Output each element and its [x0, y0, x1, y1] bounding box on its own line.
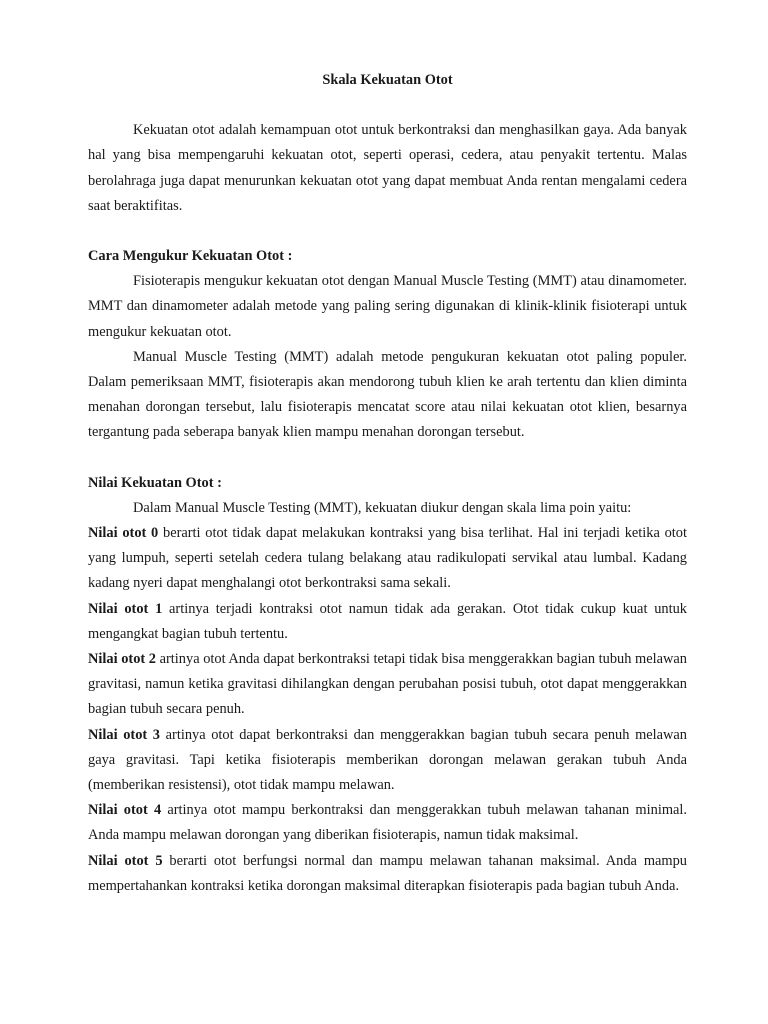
- nilai-item-2: [88, 647, 687, 723]
- nilai-item-5: [88, 849, 687, 899]
- nilai-label: Nilai otot 4: [88, 802, 162, 819]
- nilai-item-0: [88, 521, 687, 597]
- document-page: [88, 68, 687, 899]
- nilai-label: Nilai otot 0: [88, 525, 159, 542]
- nilai-text: berarti otot tidak dapat melakukan kontraksi yang bisa terlihat. Hal ini terjadi ketika otot yang lumpuh, seperti setelah cedera tulang belakang atau radikulopati servikal atau lumbal. Kadang kadang nyeri dapat menghalangi otot berkontraksi sama sekali.: [88, 525, 688, 592]
- section-heading-cara-mengukur: Cara Mengukur Kekuatan Otot :: [88, 248, 293, 265]
- nilai-item-4: [88, 798, 687, 848]
- nilai-text: artinya terjadi kontraksi otot namun tidak ada gerakan. Otot tidak cukup kuat untuk mengangkat bagian tubuh tertentu.: [88, 600, 687, 642]
- paragraph-fisioterapis: Fisioterapis mengukur kekuatan otot dengan Manual Muscle Testing (MMT) atau dinamometer. MMT dan dinamometer adalah metode yang paling sering digunakan di klinik-klinik fisioterapi untuk mengukur kekuatan otot.: [88, 273, 687, 340]
- section-heading-nilai-kekuatan: Nilai Kekuatan Otot :: [88, 474, 222, 491]
- nilai-label: Nilai otot 2: [88, 651, 156, 668]
- page-title: Skala Kekuatan Otot: [322, 72, 453, 88]
- nilai-text: berarti otot berfungsi normal dan mampu melawan tahanan maksimal. Anda mampu mempertahankan kontraksi ketika dorongan maksimal diterapkan fisioterapis pada bagian tubuh Anda.: [88, 852, 687, 894]
- paragraph-nilai-intro: Dalam Manual Muscle Testing (MMT), kekuatan diukur dengan skala lima poin yaitu:: [133, 499, 632, 516]
- intro-paragraph: Kekuatan otot adalah kemampuan otot untuk berkontraksi dan menghasilkan gaya. Ada banyak hal yang bisa mempengaruhi kekuatan otot, seperti operasi, cedera, atau penyakit tertentu. Malas berolahraga juga dapat menurunkan kekuatan otot yang dapat membuat Anda rentan mengalami cedera saat beraktifitas.: [88, 122, 687, 214]
- nilai-item-1: [88, 597, 687, 647]
- nilai-label: Nilai otot 3: [88, 726, 161, 743]
- paragraph-mmt: Manual Muscle Testing (MMT) adalah metode pengukuran kekuatan otot paling populer. Dalam pemeriksaan MMT, fisioterapis akan mendorong tubuh klien ke arah tertentu dan klien diminta menahan dorongan tersebut, lalu fisioterapis mencatat score atau nilai kekuatan otot klien, besarnya tergantung pada seberapa banyak klien mampu menahan dorongan tersebut.: [88, 348, 687, 441]
- nilai-text: artinya otot mampu berkontraksi dan menggerakkan tubuh melawan tahanan minimal. Anda mampu melawan dorongan yang diberikan fisioterapis, namun tidak maksimal.: [88, 802, 687, 844]
- nilai-text: artinya otot Anda dapat berkontraksi tetapi tidak bisa menggerakkan bagian tubuh melawan gravitasi, namun ketika gravitasi dihilangkan dengan perubahan posisi tubuh, otot dapat menggerakkan bagian tubuh secara penuh.: [88, 651, 687, 718]
- nilai-item-3: [88, 723, 687, 799]
- nilai-label: Nilai otot 5: [88, 852, 163, 869]
- nilai-text: artinya otot dapat berkontraksi dan menggerakkan bagian tubuh secara penuh melawan gaya gravitasi. Tapi ketika fisioterapis memberikan dorongan melawan gerakan tubuh Anda (memberikan resistensi), otot tidak mampu melawan.: [88, 726, 688, 794]
- nilai-label: Nilai otot 1: [88, 600, 163, 617]
